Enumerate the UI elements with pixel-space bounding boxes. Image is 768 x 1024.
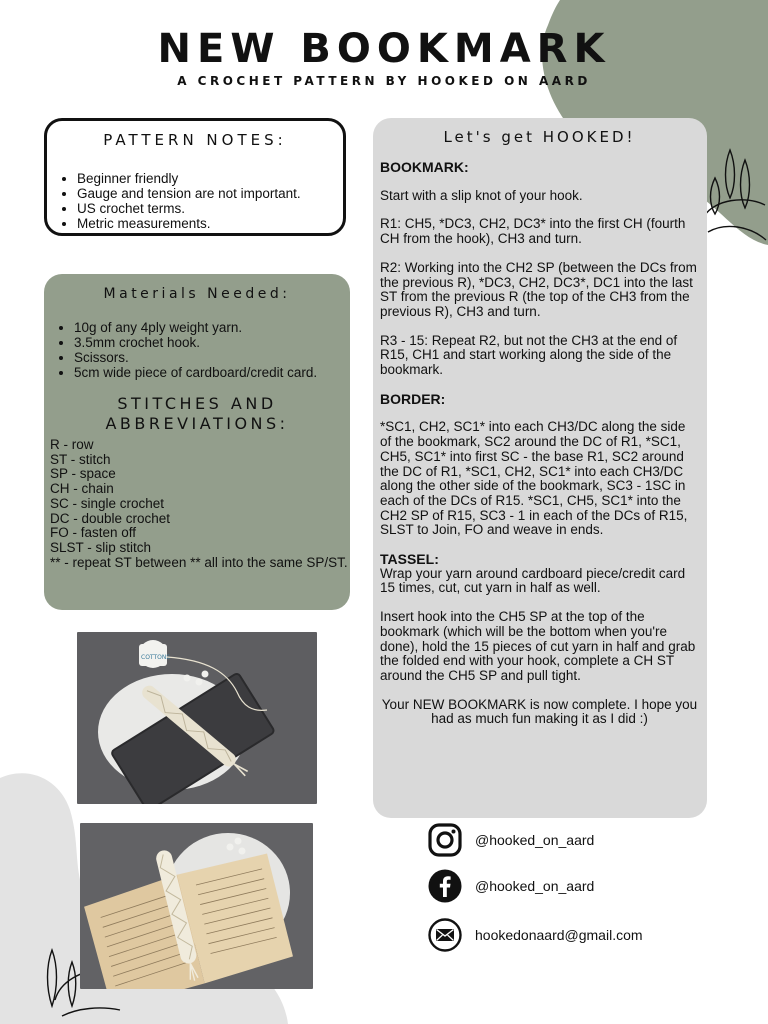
border-section-heading: BORDER: <box>380 390 446 407</box>
list-item: • 10g of any 4ply weight yarn. <box>74 320 350 335</box>
page-title: NEW BOOKMARK <box>157 26 611 72</box>
closing-message: Your NEW BOOKMARK is now complete. I hope you had as much fun making it as I did :) <box>381 696 698 727</box>
abbreviation-item: DC - double crochet <box>50 510 171 526</box>
pattern-notes-box <box>44 118 346 236</box>
materials-heading: Materials Needed: <box>103 286 291 302</box>
list-item: • Gauge and tension are not important. <box>77 186 343 201</box>
abbreviation-item: CH - chain <box>50 481 114 497</box>
instruction-tassel-1: Wrap your yarn around cardboard piece/credit card 15 times, cut, cut yarn in half as well. <box>380 565 686 596</box>
abbreviation-item: R - row <box>50 437 94 452</box>
abbreviation-item: ** - repeat ST between ** all into the same SP/ST. <box>50 554 348 570</box>
abbreviation-item: ST - stitch <box>50 451 111 467</box>
pattern-notes-heading: PATTERN NOTES: <box>103 131 287 149</box>
page-subtitle: A CROCHET PATTERN BY HOOKED ON AARD <box>177 74 591 88</box>
social-email[interactable] <box>428 917 643 953</box>
social-instagram[interactable] <box>428 822 594 858</box>
facebook-icon <box>428 869 462 903</box>
social-facebook[interactable] <box>428 868 594 904</box>
bookmark-photo-open-book <box>80 823 313 989</box>
instruction-border: *SC1, CH2, SC1* into each CH3/DC along the side of the bookmark, SC2 around the DC of R1, *SC1, CH5, SC1* into first SC - the base R1, SC2 around the DC of R1, *SC1, CH2, SC1* into each CH3/DC along the other side of the bookmark, SC3 - 1SC in each of the DCs of R15. *SC1, CH5, SC1* into the CH2 SP of R15, SC3 - 1 in each of the DCs of R15, SLST to Join, FO and weave in ends. <box>380 419 688 538</box>
bookmark-photo-closed-book <box>77 632 317 804</box>
tassel-section-heading: TASSEL: <box>380 551 439 568</box>
instagram-icon <box>428 823 462 857</box>
instruction-r3: R3 - 15: Repeat R2, but not the CH3 at the end of R15, CH1 and start working along the side of the bookmark. <box>380 332 678 378</box>
pattern-notes-list <box>47 171 343 231</box>
instructions-heading: Let's get HOOKED! <box>443 128 636 146</box>
list-item: • 3.5mm crochet hook. <box>74 335 350 350</box>
email-address[interactable]: hookedonaard@gmail.com <box>475 927 643 943</box>
instruction-r2: R2: Working into the CH2 SP (between the DCs from the previous R), *DC3, CH2, DC3*, DC1 into the last ST from the previous R (the top of the CH3 from the previous R), CH3 and turn. <box>380 259 697 319</box>
materials-list <box>44 320 350 380</box>
list-item: • Metric measurements. <box>77 216 343 231</box>
instructions-box <box>373 118 707 818</box>
facebook-handle[interactable]: @hooked_on_aard <box>475 878 595 894</box>
mail-icon <box>428 918 462 952</box>
materials-box <box>44 274 350 610</box>
instruction-tassel-2: Insert hook into the CH5 SP at the top of the bookmark (which will be the bottom when you're done), hold the 15 pieces of cut yarn in half and grab the folded end with your hook, complete a CH ST around the CH5 SP and pull tight. <box>380 609 696 683</box>
list-item: • US crochet terms. <box>77 201 343 216</box>
stitches-heading-line1: STITCHES AND <box>117 394 277 413</box>
yarn-label: COTTONS <box>141 654 171 661</box>
list-item: • Beginner friendly <box>77 171 343 186</box>
stitches-heading <box>44 394 350 434</box>
list-item: • Scissors. <box>74 350 350 365</box>
abbreviation-item: SC - single crochet <box>50 495 165 511</box>
stitches-heading-line2: ABBREVIATIONS: <box>105 414 289 433</box>
abbreviation-item: SLST - slip stitch <box>50 539 152 555</box>
list-item: • 5cm wide piece of cardboard/credit card. <box>74 365 350 380</box>
instagram-handle[interactable]: @hooked_on_aard <box>475 832 595 848</box>
abbreviations-list <box>44 438 350 570</box>
instruction-r1: R1: CH5, *DC3, CH2, DC3* into the first CH (fourth CH from the hook), CH3 and turn. <box>380 216 686 247</box>
instruction-start: Start with a slip knot of your hook. <box>380 187 583 203</box>
abbreviation-item: FO - fasten off <box>50 525 137 541</box>
bookmark-section-heading: BOOKMARK: <box>380 159 469 175</box>
abbreviation-item: SP - space <box>50 466 116 482</box>
